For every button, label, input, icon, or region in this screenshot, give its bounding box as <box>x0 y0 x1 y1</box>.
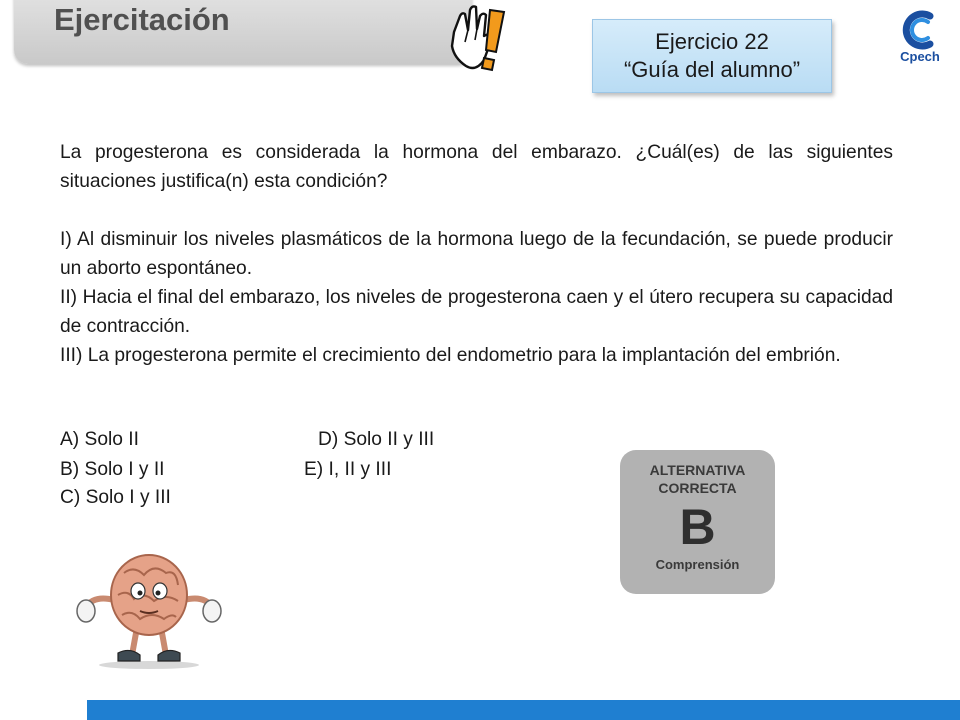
statement-2: II) Hacia el final del embarazo, los niveles de progesterona caen y el útero recupera su capacidad de contracción. <box>60 287 893 337</box>
brain-mascot-icon <box>74 545 224 670</box>
hand-exclamation-icon <box>446 2 508 80</box>
statement-1: I) Al disminuir los niveles plasmáticos de la hormona luego de la fecundación, se puede producir un aborto espontáneo. <box>60 229 893 279</box>
answer-letter: B <box>679 499 716 555</box>
exercise-box <box>592 19 832 93</box>
question-content <box>60 138 893 370</box>
exercise-subtitle: “Guía del alumno” <box>623 57 801 82</box>
title-tab <box>14 0 472 64</box>
option-d[interactable]: D) Solo II y III <box>318 429 435 450</box>
answer-label-line1: ALTERNATIVA <box>649 462 746 478</box>
statement-3: III) La progesterona permite el crecimiento del endometrio para la implantación del embrión. <box>60 345 841 366</box>
option-c[interactable]: C) Solo I y III <box>60 487 171 508</box>
option-e[interactable]: E) I, II y III <box>304 459 392 480</box>
option-a[interactable]: A) Solo II <box>60 429 139 450</box>
page-title: Ejercitación <box>54 2 230 37</box>
footer-bar <box>87 700 960 720</box>
exercise-number: Ejercicio 22 <box>655 29 769 54</box>
question-stem: La progesterona es considerada la hormona del embarazo. ¿Cuál(es) de las siguientes situaciones justifica(n) esta condición? <box>60 142 893 192</box>
logo-text: Cpech <box>900 49 940 64</box>
answer-skill: Comprensión <box>655 557 740 572</box>
cpech-logo <box>890 6 950 66</box>
option-b[interactable]: B) Solo I y II <box>60 459 165 480</box>
correct-answer-box <box>620 450 775 594</box>
answer-label-line2: CORRECTA <box>658 480 737 496</box>
